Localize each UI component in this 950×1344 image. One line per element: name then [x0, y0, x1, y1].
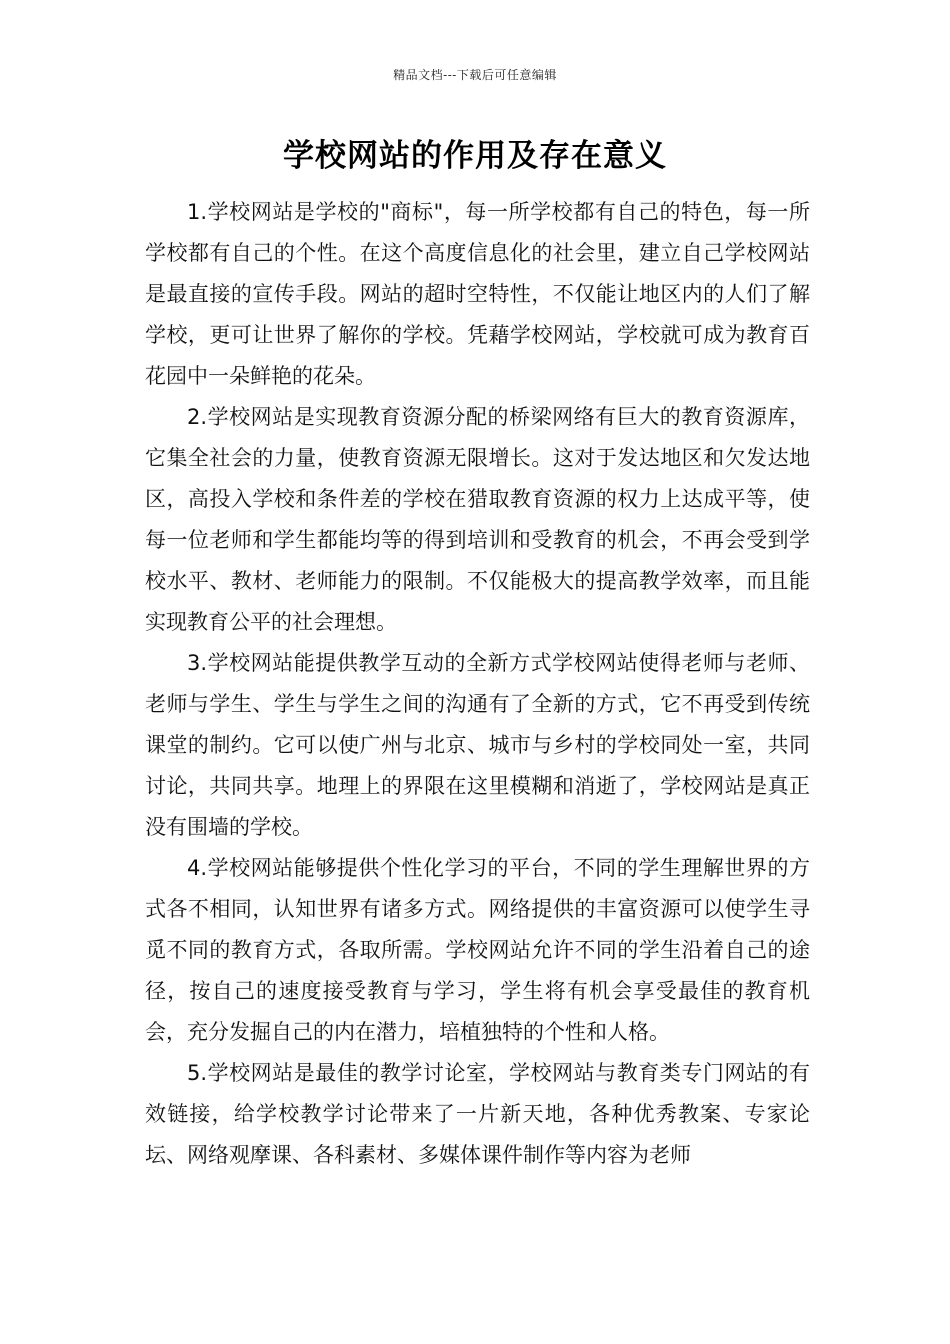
paragraph-5: 5.学校网站是最佳的教学讨论室，学校网站与教育类专门网站的有效链接，给学校教学讨论带来了一片新天地，各种优秀教案、专家论坛、网络观摩课、各科素材、多媒体课件制作等内容为老师	[145, 1061, 810, 1167]
document-body	[145, 192, 810, 1176]
header-note: 精品文档---下载后可任意编辑	[393, 68, 557, 82]
paragraph-4: 4.学校网站能够提供个性化学习的平台，不同的学生理解世界的方式各不相同，认知世界有诸多方式。网络提供的丰富资源可以使学生寻觅不同的教育方式，各取所需。学校网站允许不同的学生沿着自己的途径，按自己的速度接受教育与学习，学生将有机会享受最佳的教育机会，充分发掘自己的内在潜力，培植独特的个性和人格。	[145, 856, 810, 1044]
document-title: 学校网站的作用及存在意义	[283, 138, 667, 174]
paragraph-3: 3.学校网站能提供教学互动的全新方式学校网站使得老师与老师、老师与学生、学生与学生之间的沟通有了全新的方式，它不再受到传统课堂的制约。它可以使广州与北京、城市与乡村的学校同处一室，共同讨论，共同共享。地理上的界限在这里模糊和消逝了，学校网站是真正没有围墙的学校。	[145, 651, 810, 839]
paragraph-2: 2.学校网站是实现教育资源分配的桥梁网络有巨大的教育资源库，它集全社会的力量，使教育资源无限增长。这对于发达地区和欠发达地区，高投入学校和条件差的学校在猎取教育资源的权力上达成平等，使每一位老师和学生都能均等的得到培训和受教育的机会，不再会受到学校水平、教材、老师能力的限制。不仅能极大的提高教学效率，而且能实现教育公平的社会理想。	[145, 405, 810, 634]
paragraph-1: 1.学校网站是学校的"商标"，每一所学校都有自己的特色，每一所学校都有自己的个性。在这个高度信息化的社会里，建立自己学校网站是最直接的宣传手段。网站的超时空特性，不仅能让地区内的人们了解学校，更可让世界了解你的学校。凭藉学校网站，学校就可成为教育百花园中一朵鲜艳的花朵。	[145, 200, 810, 388]
